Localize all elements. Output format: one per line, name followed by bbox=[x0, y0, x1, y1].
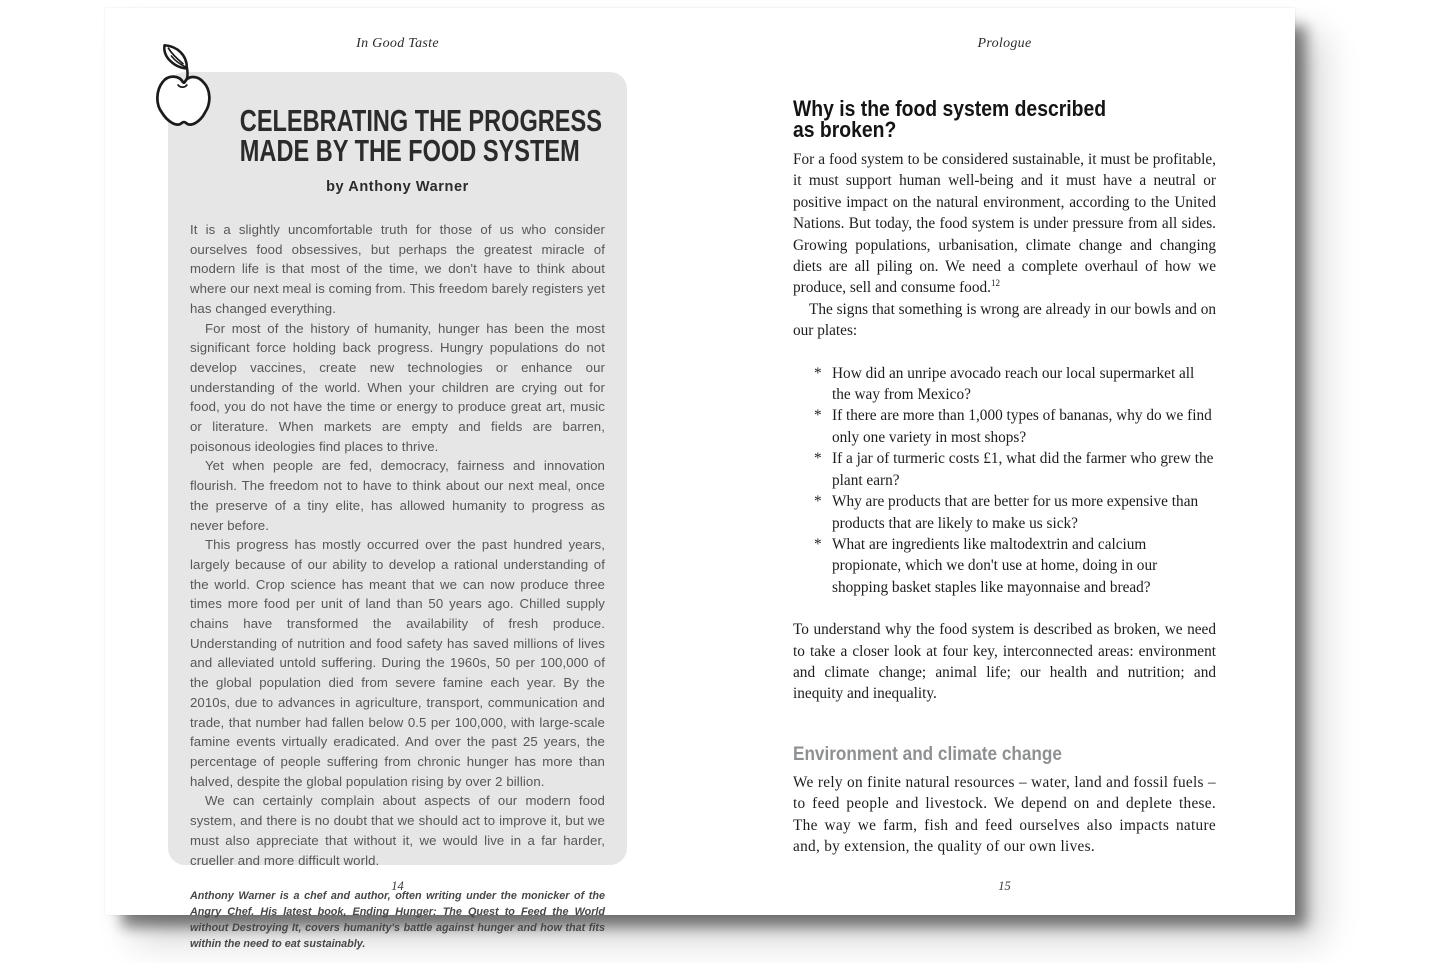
bullet-marker: * bbox=[814, 535, 822, 553]
bullet-marker: * bbox=[814, 450, 822, 468]
list-item bbox=[814, 448, 1216, 491]
bullet-text: Why are products that are better for us more expensive than products that are likely to make us sick? bbox=[832, 493, 1199, 532]
article-paragraph: This progress has mostly occurred over the past hundred years, largely because of our ability to develop a rational understanding of the world. Crop science has meant that we can now produce three times more food per unit of land than 50 years ago. Chilled supply chains have transformed the availability of fresh produce. Understanding of nutrition and food safety has saved millions of lives and alleviated untold suffering. During the 1960s, 50 per 100,000 of the global population died from severe famine each year. By the 2010s, due to advances in agriculture, transport, communication and trade, that number had fallen below 0.5 per 100,000, with large-scale famine events virtually eradicated. And over the past 25 years, the percentage of people suffering from chronic hunger has more than halved, despite the global population rising by over 2 billion. bbox=[190, 537, 605, 789]
subsection-heading: Environment and climate change bbox=[793, 742, 1062, 765]
bullet-list bbox=[793, 363, 1216, 598]
running-head-right: Prologue bbox=[977, 36, 1032, 51]
bullet-text: What are ingredients like maltodextrin and calcium propionate, which we don't use at home, doing in our shopping basket staples like mayonnaise and bread? bbox=[832, 535, 1158, 596]
article-paragraph: Yet when people are fed, democracy, fairness and innovation flourish. The freedom not to have to think about our next meal, once the preserve of a tiny elite, has allowed humanity to progress as never before. bbox=[190, 458, 605, 533]
list-item bbox=[814, 363, 1216, 406]
article-title bbox=[239, 103, 602, 168]
page-number-right: 15 bbox=[998, 879, 1011, 893]
bullet-text: How did an unripe avocado reach our local supermarket all the way from Mexico? bbox=[832, 364, 1195, 404]
closing-paragraph: To understand why the food system is described as broken, we need to take a closer look at four key, interconnected areas: environment and climate change; animal life; our health and nutrition; and inequity and inequality. bbox=[793, 621, 1216, 703]
author-bio: Anthony Warner is a chef and author, often writing under the monicker of the Angry Chef. His latest book, Ending Hunger: The Quest to Feed the World without Destroying It, covers humanity's battle against hunger and how that fits within the need to eat sustainably. bbox=[190, 890, 605, 950]
article-title-line1: CELEBRATING THE PROGRESS bbox=[239, 103, 602, 138]
prologue-heading-line2: as broken? bbox=[793, 117, 897, 142]
list-item bbox=[814, 534, 1216, 598]
article-byline: by Anthony Warner bbox=[326, 179, 469, 195]
signs-paragraph: The signs that something is wrong are already in our bowls and on our plates: bbox=[793, 300, 1216, 340]
apple-icon bbox=[150, 41, 212, 129]
list-item bbox=[814, 491, 1216, 534]
page-number-left: 14 bbox=[391, 879, 404, 893]
bullet-text: If a jar of turmeric costs £1, what did the farmer who grew the plant earn? bbox=[832, 450, 1214, 489]
article-title-line2: MADE BY THE FOOD SYSTEM bbox=[239, 133, 580, 168]
list-item bbox=[814, 405, 1216, 448]
running-head-left: In Good Taste bbox=[356, 36, 439, 51]
bullet-marker: * bbox=[814, 364, 822, 382]
article-paragraph: It is a slightly uncomfortable truth for those of us who consider ourselves food obsessives, but perhaps the greatest miracle of modern life is that most of the time, we don't have to think about where our next meal is coming from. This freedom barely registers yet has changed everything. bbox=[190, 222, 605, 316]
prologue-heading-line1: Why is the food system described bbox=[793, 96, 1107, 121]
prologue-column bbox=[793, 98, 1216, 857]
bullet-text: If there are more than 1,000 types of bananas, why do we find only one variety in most shops? bbox=[832, 407, 1212, 446]
article-paragraph: For most of the history of humanity, hunger has been the most significant force holding back progress. Hungry populations do not develop vaccines, create new technologies or enhance our understanding of the world. When your children are crying out for food, you do not have the time or energy to produce great art, music or literature. When markets are empty and fields are barren, poisonous ideologies find places to thrive. bbox=[190, 320, 605, 454]
footnote-ref: 12 bbox=[990, 278, 1000, 289]
article-paragraph: We can certainly complain about aspects of our modern food system, and there is no doubt that we should act to improve it, but we must also appreciate that without it, we would live in a far harder, crueller and more difficult world. bbox=[190, 793, 605, 868]
intro-paragraph: For a food system to be considered sustainable, it must be profitable, it must support human well-being and it must have a neutral or positive impact on the natural environment, according to the United Nations. But today, the food system is under pressure from all sides. Growing populations, urbanisation, climate change and changing diets are all piling on. We need a complete overhaul of how we produce, sell and consume food.$^{12}$ bbox=[793, 151, 1216, 297]
bullet-marker: * bbox=[814, 407, 822, 425]
subsection-paragraph: We rely on finite natural resources – water, land and fossil fuels – to feed people and livestock. We depend on and deplete these. The way we farm, fish and feed ourselves also impacts nature and, by extension, the quality of our own lives. bbox=[793, 773, 1216, 855]
book-spread bbox=[105, 8, 1295, 950]
prologue-heading bbox=[793, 98, 1165, 140]
article-body bbox=[190, 220, 605, 870]
bullet-marker: * bbox=[814, 493, 822, 511]
